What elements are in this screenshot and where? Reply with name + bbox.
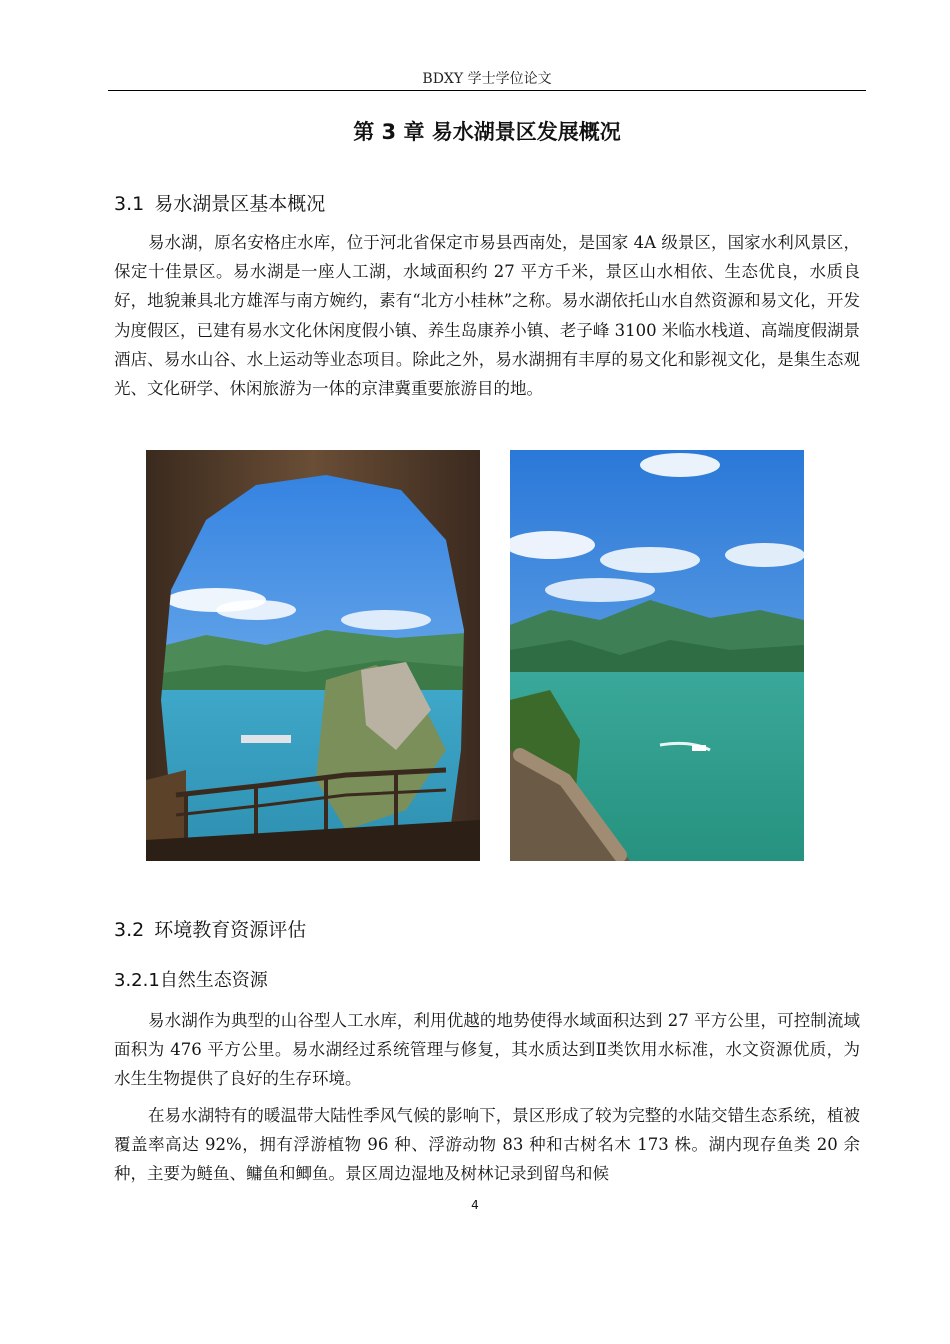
- paragraph-overview: 易水湖，原名安格庄水库，位于河北省保定市易县西南处，是国家 4A 级景区，国家水利风景区，保定十佳景区。易水湖是一座人工湖，水域面积约 27 平方千米，景区山水相依、生态优良，水质良好，地貌兼具北方雄浑与南方婉约，素有“北方小桂林”之称。易水湖依托山水自然资源和易文化，开发为度假区，已建有易水文化休闲度假小镇、养生岛康养小镇、老子峰 3100 米临水栈道、高端度假湖景酒店、易水山谷、水上运动等业态项目。除此之外，易水湖拥有丰厚的易文化和影视文化，是集生态观光、文化研学、休闲旅游为一体的京津冀重要旅游目的地。: [114, 233, 860, 399]
- section-number: 3.2.1: [114, 970, 160, 991]
- section-heading-3-1: [114, 189, 325, 216]
- running-header: BDXY 学士学位论文: [422, 71, 552, 87]
- chapter-title: 第 3 章 易水湖景区发展概况: [353, 120, 621, 144]
- paragraph-water-resources: 易水湖作为典型的山谷型人工水库，利用优越的地势使得水域面积达到 27 平方公里，可控制流域面积为 476 平方公里。易水湖经过系统管理与修复，其水质达到Ⅱ类饮用水标准，水文资源优质，为水生生物提供了良好的生存环境。: [114, 1011, 860, 1089]
- page-number: 4: [471, 1198, 479, 1212]
- section-title: 易水湖景区基本概况: [154, 193, 326, 215]
- section-title: 自然生态资源: [159, 970, 268, 991]
- section-number: 3.1: [114, 193, 145, 215]
- section-number: 3.2: [114, 919, 145, 941]
- paragraph-ecosystem: 在易水湖特有的暖温带大陆性季风气候的影响下，景区形成了较为完整的水陆交错生态系统，植被覆盖率高达 92%，拥有浮游植物 96 种、浮游动物 83 种和古树名木 173 株。湖内现存鱼类 20 余种，主要为鲢鱼、鳙鱼和鲫鱼。景区周边湿地及树林记录到留鸟和候: [114, 1106, 860, 1184]
- header-rule: [108, 90, 866, 91]
- section-title: 环境教育资源评估: [154, 919, 307, 941]
- section-heading-3-2-1: [114, 966, 268, 992]
- lake-boat-photo: [510, 450, 804, 861]
- section-heading-3-2: [114, 915, 306, 942]
- cave-lake-photo: [146, 450, 480, 861]
